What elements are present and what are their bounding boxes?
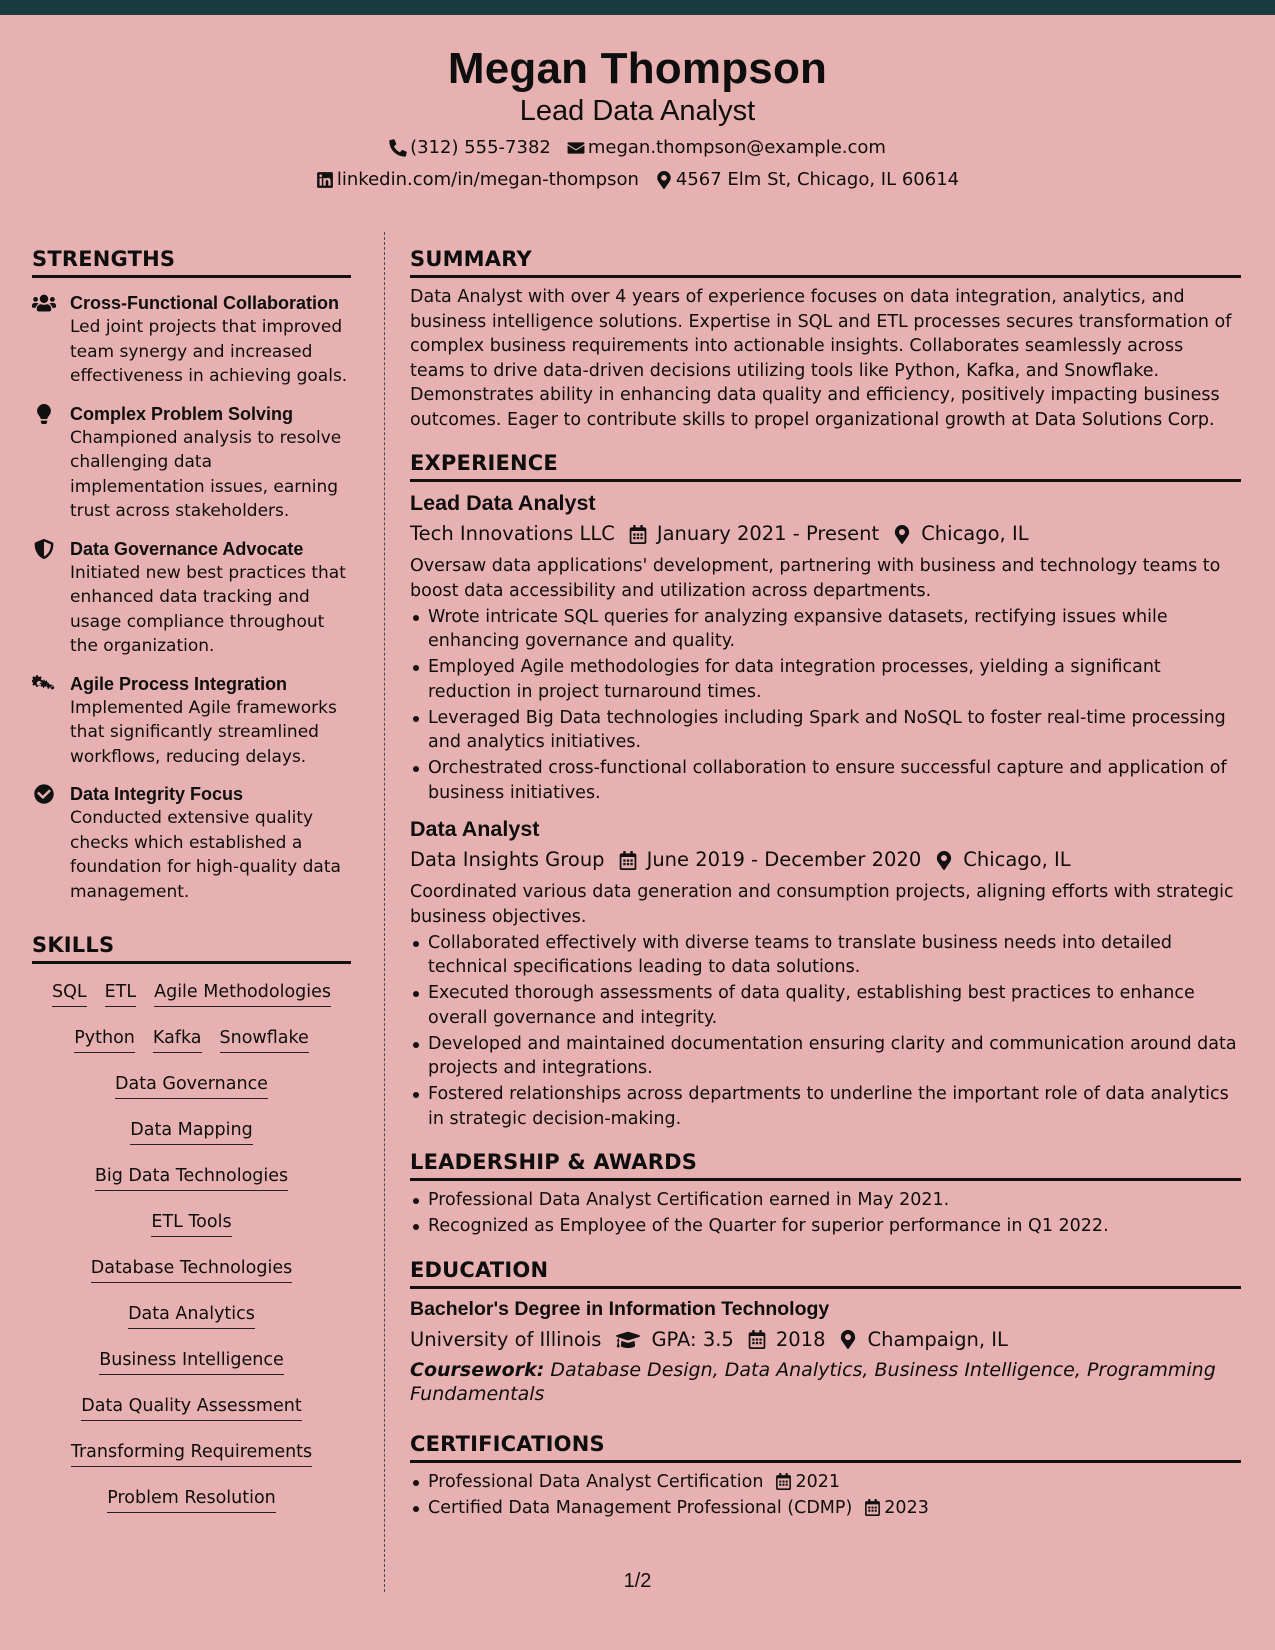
- strengths-heading: STRENGTHS: [32, 246, 351, 278]
- education-section: [410, 1257, 1241, 1407]
- skill-tag: Snowflake: [220, 1026, 309, 1053]
- top-accent-bar: [0, 0, 1275, 15]
- strength-item: [32, 291, 351, 389]
- cert-name: Professional Data Analyst Certification: [428, 1471, 764, 1492]
- cert-year: 2023: [884, 1497, 929, 1518]
- coursework-text: Database Design, Data Analytics, Business Intelligence, Programming Fundamentals: [410, 1358, 1216, 1405]
- education-heading: EDUCATION: [410, 1257, 1241, 1289]
- job-title: Lead Data Analyst: [410, 491, 596, 515]
- list-item: Orchestrated cross-functional collaboration to ensure successful capture and application of business initiatives.: [410, 756, 1241, 805]
- strength-item: [32, 402, 351, 524]
- phone-icon: [389, 139, 407, 157]
- skills-section: [32, 932, 351, 1520]
- contact-row-2: [0, 169, 1275, 191]
- skill-tag: Kafka: [153, 1026, 202, 1053]
- strength-title: Agile Process Integration: [70, 673, 288, 694]
- resume-header: [0, 15, 1275, 205]
- skill-tag: Database Technologies: [91, 1256, 292, 1283]
- skill-tag: Python: [74, 1026, 135, 1053]
- users-icon: [32, 291, 70, 389]
- job-location: Chicago, IL: [921, 522, 1029, 545]
- job-meta: [410, 846, 1241, 874]
- list-item: [410, 1496, 1241, 1521]
- calendar-icon: [748, 1330, 766, 1349]
- strength-title: Complex Problem Solving: [70, 403, 294, 424]
- calendar-icon: [629, 525, 647, 544]
- skill-tag: ETL: [105, 980, 137, 1007]
- job-bullets: [410, 931, 1241, 1132]
- candidate-title: Lead Data Analyst: [519, 95, 756, 127]
- graduation-year: 2018: [775, 1327, 826, 1351]
- leadership-section: [410, 1149, 1241, 1239]
- shield-icon: [32, 537, 70, 659]
- job-summary: Oversaw data applications' development, partnering with business and technology teams to boost data accessibility and utilization across departments.: [410, 556, 1221, 601]
- certifications-heading: CERTIFICATIONS: [410, 1431, 1241, 1463]
- summary-section: [410, 246, 1241, 432]
- email-text[interactable]: megan.thompson@example.com: [587, 137, 886, 158]
- list-item: Collaborated effectively with diverse teams to translate business needs into detailed technical specifications leading to data solutions.: [410, 931, 1241, 980]
- strength-desc: Championed analysis to resolve challenging data implementation issues, earning trust across stakeholders.: [70, 427, 342, 521]
- map-pin-icon: [893, 525, 911, 544]
- right-column: [410, 246, 1241, 1520]
- strength-title: Cross-Functional Collaboration: [70, 293, 340, 313]
- strength-desc: Initiated new best practices that enhanced data tracking and usage compliance throughout the organization.: [70, 562, 346, 656]
- gpa: GPA: 3.5: [651, 1327, 734, 1351]
- address-contact: [655, 169, 959, 191]
- skill-tag: SQL: [52, 980, 87, 1007]
- certifications-section: [410, 1431, 1241, 1521]
- list-item: Employed Agile methodologies for data integration processes, yielding a significant reduction in project turnaround times.: [410, 655, 1241, 704]
- school-name: University of Illinois: [410, 1327, 602, 1351]
- skills-heading: SKILLS: [32, 932, 351, 964]
- skill-tag: Data Analytics: [128, 1302, 255, 1329]
- skill-tag: Transforming Requirements: [71, 1440, 312, 1467]
- skill-tag: Data Governance: [115, 1072, 268, 1099]
- certifications-list: [410, 1470, 1241, 1521]
- page-number: 1/2: [623, 1570, 652, 1592]
- skills-list: [32, 964, 351, 1520]
- strength-title: Data Governance Advocate: [70, 538, 304, 559]
- strength-desc: Implemented Agile frameworks that significantly streamlined workflows, reducing delays.: [70, 697, 337, 767]
- company-name: Tech Innovations LLC: [410, 522, 615, 545]
- list-item: Executed thorough assessments of data quality, establishing best practices to enhance overall governance and integrity.: [410, 981, 1241, 1030]
- degree-title: Bachelor's Degree in Information Technology: [410, 1297, 830, 1320]
- strength-title: Data Integrity Focus: [70, 784, 244, 804]
- gears-icon: [32, 672, 70, 770]
- linkedin-icon: [316, 171, 334, 189]
- candidate-name: Megan Thompson: [447, 44, 828, 93]
- experience-section: [410, 450, 1241, 1131]
- strength-desc: Led joint projects that improved team synergy and increased effectiveness in achieving goals.: [70, 317, 348, 386]
- skill-tag: Data Mapping: [130, 1118, 252, 1145]
- list-item: Wrote intricate SQL queries for analyzing expansive datasets, rectifying issues while enhancing governance and quality.: [410, 605, 1241, 654]
- coursework: [410, 1358, 1241, 1407]
- job-meta: [410, 520, 1241, 548]
- contact-row-1: [0, 137, 1275, 159]
- skill-tag: Problem Resolution: [107, 1486, 276, 1513]
- summary-heading: SUMMARY: [410, 246, 1241, 278]
- column-divider: [384, 232, 385, 1592]
- calendar-icon: [864, 1499, 881, 1516]
- lightbulb-icon: [32, 402, 70, 524]
- check-circle-icon: [32, 782, 70, 904]
- coursework-label: Coursework:: [410, 1358, 545, 1381]
- job-title: Data Analyst: [410, 817, 540, 841]
- job-bullets: [410, 605, 1241, 806]
- address-text: 4567 Elm St, Chicago, IL 60614: [675, 169, 960, 190]
- calendar-icon: [775, 1473, 792, 1490]
- phone-contact: [389, 137, 551, 159]
- list-item: [410, 1470, 1241, 1495]
- graduation-cap-icon: [615, 1330, 641, 1349]
- map-pin-icon: [655, 171, 673, 189]
- strength-item: [32, 782, 351, 904]
- list-item: Fostered relationships across departments to underline the important role of data analytics in strategic decision-making.: [410, 1082, 1241, 1131]
- company-name: Data Insights Group: [410, 848, 605, 871]
- experience-heading: EXPERIENCE: [410, 450, 1241, 482]
- cert-name: Certified Data Management Professional (CDMP): [428, 1497, 853, 1518]
- left-column: [32, 246, 351, 1520]
- envelope-icon: [567, 139, 585, 157]
- email-contact[interactable]: [567, 137, 886, 159]
- list-item: Professional Data Analyst Certification earned in May 2021.: [410, 1188, 1241, 1213]
- list-item: Recognized as Employee of the Quarter for superior performance in Q1 2022.: [410, 1214, 1241, 1239]
- skill-tag: ETL Tools: [151, 1210, 231, 1237]
- job-location: Chicago, IL: [963, 848, 1071, 871]
- job-entry: [410, 815, 1241, 1131]
- strength-item: [32, 537, 351, 659]
- job-entry: [410, 489, 1241, 805]
- linkedin-contact[interactable]: [316, 169, 639, 191]
- leadership-heading: LEADERSHIP & AWARDS: [410, 1149, 1241, 1181]
- list-item: Developed and maintained documentation ensuring clarity and communication around data projects and integrations.: [410, 1032, 1241, 1081]
- school-location: Champaign, IL: [867, 1327, 1008, 1351]
- job-dates: June 2019 - December 2020: [646, 848, 922, 871]
- phone-text: (312) 555-7382: [410, 137, 551, 158]
- skill-tag: Data Quality Assessment: [81, 1394, 301, 1421]
- strength-desc: Conducted extensive quality checks which established a foundation for high-quality data management.: [70, 808, 341, 902]
- list-item: Leveraged Big Data technologies including Spark and NoSQL to foster real-time processing and analytics initiatives.: [410, 706, 1241, 755]
- linkedin-text[interactable]: linkedin.com/in/megan-thompson: [336, 169, 639, 190]
- skill-tag: Agile Methodologies: [154, 980, 331, 1007]
- education-meta: [410, 1326, 1241, 1354]
- skill-tag: Big Data Technologies: [95, 1164, 288, 1191]
- summary-text: Data Analyst with over 4 years of experience focuses on data integration, analytics, and business intelligence solutions. Expertise in SQL and ETL processes secures transformation of complex business requirements into actionable insights. Collaborates seamlessly across teams to drive data-driven decisions utilizing tools like Python, Kafka, and Snowflake. Demonstrates ability in enhancing data quality and efficiency, positively impacting business outcomes. Eager to contribute skills to propel organizational growth at Data Solutions Corp.: [410, 287, 1232, 430]
- job-summary: Coordinated various data generation and consumption projects, aligning efforts with strategic business objectives.: [410, 882, 1234, 927]
- map-pin-icon: [935, 851, 953, 870]
- leadership-list: [410, 1188, 1241, 1239]
- skill-tag: Business Intelligence: [99, 1348, 284, 1375]
- calendar-icon: [619, 851, 637, 870]
- strength-item: [32, 672, 351, 770]
- map-pin-icon: [839, 1330, 857, 1349]
- cert-year: 2021: [795, 1471, 840, 1492]
- job-dates: January 2021 - Present: [656, 522, 880, 545]
